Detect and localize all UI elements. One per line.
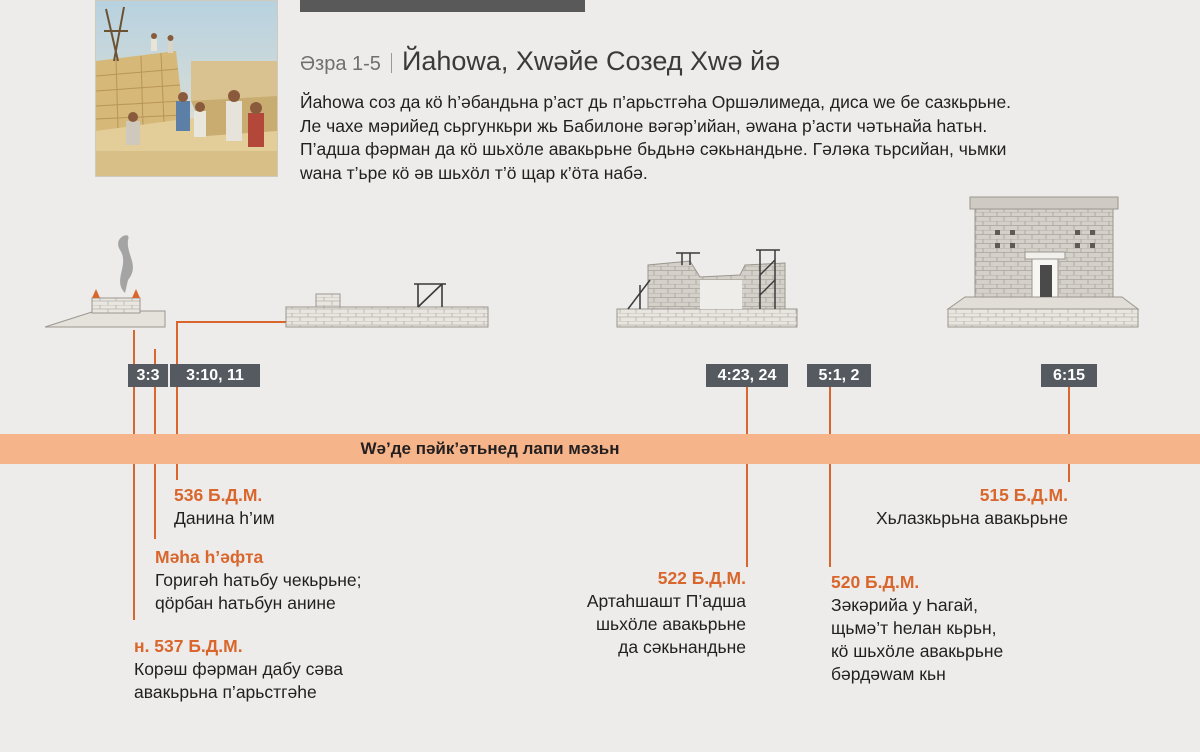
event-text: Хьлазкьрьна авакьрьне bbox=[875, 508, 1068, 528]
badge-5-1-2: 5:1, 2 bbox=[807, 364, 871, 387]
leader-connector-foundation bbox=[176, 321, 286, 323]
intro-text bbox=[300, 91, 1060, 185]
event-text: шьхӧле авакьрьне bbox=[595, 614, 746, 634]
intro-line: Ле чахе мәрийед сьргункьри жь Бабилоне вәгәр’ийан, әwана р’асти чәтьнайа һатьн. bbox=[300, 115, 988, 136]
event-536 bbox=[174, 484, 275, 530]
intro-line: Йаһowa соз да кӧ һ’әбандьна р’аст дь п’арьстгәһа Оршәлимеда, диса we бе сазкьрьне. bbox=[300, 92, 1012, 112]
badge-6-15: 6:15 bbox=[1041, 364, 1097, 387]
badge-3-3: 3:3 bbox=[128, 364, 168, 387]
event-week bbox=[155, 546, 361, 615]
page-title: Йаһowa, Хwәйе Созед Хwә йә bbox=[401, 46, 781, 76]
header-bar bbox=[300, 0, 585, 12]
event-text: Корәш фәрман дабу сәва bbox=[134, 659, 343, 679]
event-text: Данина һ’им bbox=[174, 508, 275, 528]
temple-drawing bbox=[948, 197, 1138, 327]
divider bbox=[391, 53, 392, 73]
event-date: н. 537 Б.Д.М. bbox=[134, 636, 243, 656]
badge-3-10-11: 3:10, 11 bbox=[170, 364, 260, 387]
scripture-reference: Әзра 1-5 bbox=[300, 53, 381, 75]
event-text: Горигәһ һатьбу чекьрьне; bbox=[155, 570, 362, 590]
event-text: кӧ шьхӧле авакьрьне bbox=[831, 641, 1004, 661]
halted-walls-drawing bbox=[617, 250, 797, 327]
badge-4-23-24: 4:23, 24 bbox=[706, 364, 788, 387]
event-text: Зәкәрийа у Һагай, bbox=[831, 595, 978, 615]
event-date: Мәһа һ’әфта bbox=[155, 547, 264, 567]
intro-line: П’адша фәрман да кӧ шьхӧле авакьрьне бьдьнә сәкьнандьне. Гәләка тьрсийан, чьмки bbox=[300, 139, 1007, 159]
event-date: 522 Б.Д.М. bbox=[657, 568, 746, 588]
event-text: Артаһшашт П’адша bbox=[586, 591, 746, 611]
event-text: щьмә’т һелан кьрьн, bbox=[831, 618, 997, 638]
event-520 bbox=[831, 571, 1003, 686]
intro-line: wана т’ьре кӧ әв шьхӧл т’ӧ щар к’ӧта набә. bbox=[300, 162, 648, 183]
header bbox=[300, 46, 780, 77]
event-text: авакьрьна п’арьстгәһе bbox=[134, 682, 317, 702]
event-text: бәрдәwам кьн bbox=[831, 664, 946, 684]
altar-drawing bbox=[45, 235, 165, 327]
timeline-band-label: Wә’де пәйк’әтьнед лапи мәзьн bbox=[360, 439, 620, 458]
foundation-drawing bbox=[286, 284, 488, 327]
event-date: 536 Б.Д.М. bbox=[174, 485, 263, 505]
leader-line-5-1 bbox=[829, 387, 831, 567]
event-537 bbox=[134, 635, 343, 704]
event-522 bbox=[548, 567, 746, 659]
event-text: да сәкьнандьне bbox=[618, 637, 746, 657]
event-text: qӧрбан һатьбун анине bbox=[155, 593, 336, 613]
leader-line-4-23 bbox=[746, 387, 748, 567]
event-date: 520 Б.Д.М. bbox=[831, 572, 920, 592]
construction-illustration bbox=[95, 0, 278, 177]
event-515 bbox=[820, 484, 1068, 530]
event-date: 515 Б.Д.М. bbox=[979, 485, 1068, 505]
